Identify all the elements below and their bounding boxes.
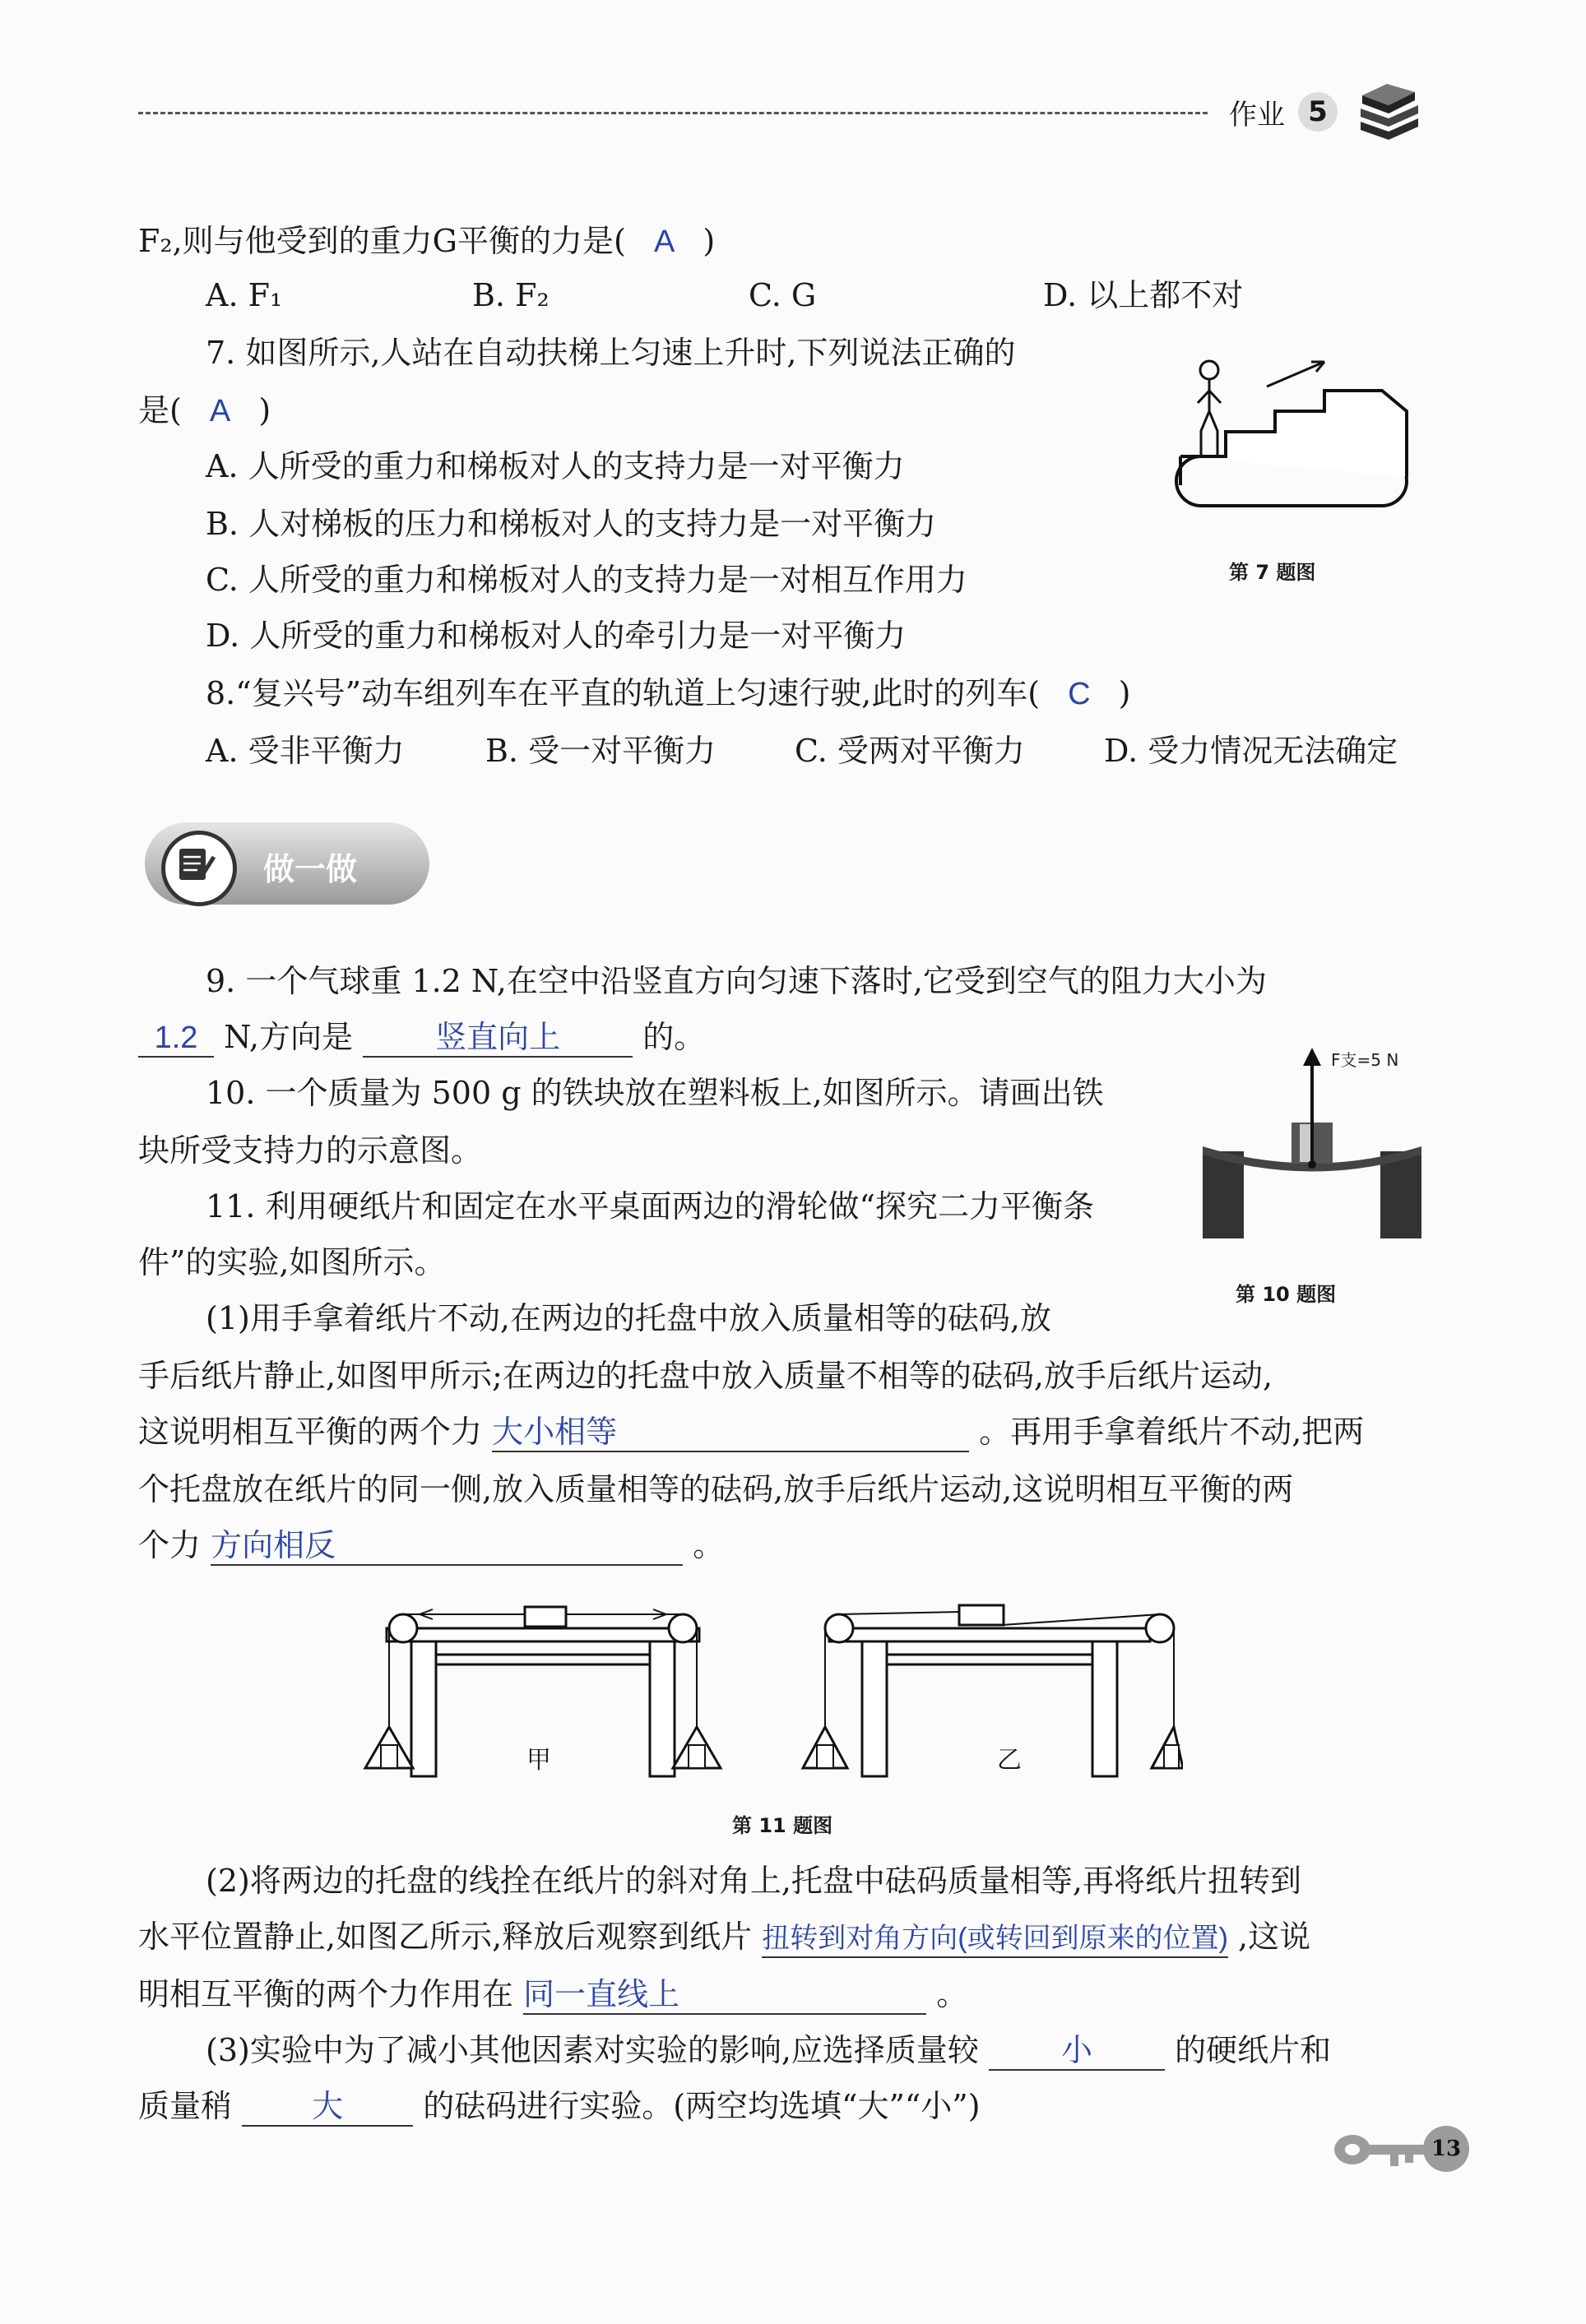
q8-option-c: C. 受两对平衡力 bbox=[795, 733, 1025, 769]
q11-p3-answer1: 小 bbox=[989, 2033, 1165, 2071]
q10-force-label: F支=5 N bbox=[1331, 1050, 1399, 1070]
q11-p1-line4: 个托盘放在纸片的同一侧,放入质量相等的砝码,放手后纸片运动,这说明相互平衡的两 bbox=[138, 1471, 1294, 1507]
q11-p1-line2: 手后纸片静止,如图甲所示;在两边的托盘中放入质量不相等的砝码,放手后纸片运动, bbox=[138, 1358, 1273, 1394]
q7-option-b: B. 人对梯板的压力和梯板对人的支持力是一对平衡力 bbox=[206, 506, 937, 542]
q8-option-b: B. 受一对平衡力 bbox=[485, 733, 716, 769]
q6-option-d: D. 以上都不对 bbox=[1043, 277, 1244, 313]
page-number: 13 bbox=[1423, 2126, 1469, 2172]
figure-10-caption: 第 10 题图 bbox=[1236, 1283, 1337, 1306]
q9-answer2: 竖直向上 bbox=[363, 1020, 633, 1058]
figure-10-iron-block bbox=[1201, 1044, 1423, 1242]
q9-answer1: 1.2 bbox=[138, 1020, 214, 1058]
q7-option-a: A. 人所受的重力和梯板对人的支持力是一对平衡力 bbox=[206, 448, 905, 484]
q11-p3-line2-post: 的砝码进行实验。(两空均选填“大”“小”) bbox=[423, 2088, 981, 2124]
q11-p1-line3-post: 。再用手拿着纸片不动,把两 bbox=[979, 1414, 1365, 1450]
q8-option-d: D. 受力情况无法确定 bbox=[1104, 733, 1398, 769]
section-title: 做一做 bbox=[263, 851, 358, 887]
figure-7-caption: 第 7 题图 bbox=[1229, 561, 1316, 584]
q11-p1-line5-pre: 个力 bbox=[138, 1527, 202, 1563]
q11-p2-answer2: 同一直线上 bbox=[523, 1977, 926, 2015]
q7-stem-line2: 是( bbox=[138, 392, 182, 428]
q7-option-c: C. 人所受的重力和梯板对人的支持力是一对相互作用力 bbox=[206, 562, 967, 598]
header-number-badge: 5 bbox=[1298, 92, 1338, 132]
figure-11-caption: 第 11 题图 bbox=[732, 1814, 833, 1837]
q11-p1-line3-pre: 这说明相互平衡的两个力 bbox=[138, 1414, 483, 1450]
q11-p1-line5-post: 。 bbox=[693, 1527, 725, 1563]
q6-option-c: C. G bbox=[749, 277, 817, 313]
q8-close: ) bbox=[1118, 675, 1131, 711]
q11-p1-answer1: 大小相等 bbox=[492, 1414, 969, 1452]
q6-option-a: A. F₁ bbox=[206, 277, 283, 313]
q11-p1-answer2: 方向相反 bbox=[211, 1528, 683, 1566]
q8-answer: C bbox=[1068, 677, 1091, 711]
header-title: 作业 bbox=[1229, 99, 1285, 132]
q11-p2-line3-post: 。 bbox=[936, 1976, 968, 2012]
q6-stem: F₂,则与他受到的重力G平衡的力是( bbox=[138, 223, 626, 259]
figure-11-label-b: 乙 bbox=[997, 1746, 1022, 1775]
q8-option-a: A. 受非平衡力 bbox=[206, 733, 405, 769]
q11-p2-line1: (2)将两边的托盘的线拴在纸片的斜对角上,托盘中砝码质量相等,再将纸片扭转到 bbox=[206, 1863, 1301, 1899]
q11-p2-answer1: 扭转到对角方向(或转回到原来的位置) bbox=[762, 1920, 1228, 1958]
figure-7-escalator bbox=[1168, 345, 1431, 526]
q9-end: 的。 bbox=[642, 1019, 706, 1055]
books-icon bbox=[1356, 79, 1421, 141]
q11-p2-line2-post: ,这说 bbox=[1238, 1919, 1311, 1955]
q7-option-d: D. 人所受的重力和梯板对人的牵引力是一对平衡力 bbox=[206, 618, 907, 654]
q9-mid: N,方向是 bbox=[224, 1019, 353, 1055]
q11-p3-line1-pre: (3)实验中为了减小其他因素对实验的影响,应选择质量较 bbox=[206, 2032, 979, 2068]
q6-answer: A bbox=[653, 225, 675, 259]
q6-option-b: B. F₂ bbox=[472, 277, 550, 313]
q7-answer: A bbox=[209, 394, 231, 428]
q7-stem-line1: 7. 如图所示,人站在自动扶梯上匀速上升时,下列说法正确的 bbox=[206, 335, 1016, 371]
q11-p3-answer2: 大 bbox=[242, 2089, 413, 2127]
q10-line2: 块所受支持力的示意图。 bbox=[138, 1132, 483, 1169]
q11-p3-line2-pre: 质量稍 bbox=[138, 2088, 233, 2124]
q11-p2-line3-pre: 明相互平衡的两个力作用在 bbox=[138, 1976, 514, 2012]
header-divider bbox=[138, 112, 1208, 114]
notepad-icon bbox=[161, 831, 237, 906]
q9-line1: 9. 一个气球重 1.2 N,在空中沿竖直方向匀速下落时,它受到空气的阻力大小为 bbox=[206, 963, 1267, 999]
q11-p2-line2-pre: 水平位置静止,如图乙所示,释放后观察到纸片 bbox=[138, 1919, 753, 1955]
figure-11-label-a: 甲 bbox=[526, 1746, 551, 1775]
q11-line2: 件”的实验,如图所示。 bbox=[138, 1244, 446, 1280]
q11-p1-line1: (1)用手拿着纸片不动,在两边的托盘中放入质量相等的砝码,放 bbox=[206, 1300, 1051, 1336]
q11-p3-line1-post: 的硬纸片和 bbox=[1175, 2032, 1332, 2068]
q11-line1: 11. 利用硬纸片和固定在水平桌面两边的滑轮做“探究二力平衡条 bbox=[206, 1188, 1094, 1224]
q8-stem: 8.“复兴号”动车组列车在平直的轨道上匀速行驶,此时的列车( bbox=[206, 675, 1041, 711]
q6-close: ) bbox=[703, 223, 716, 259]
q10-line1: 10. 一个质量为 500 g 的铁块放在塑料板上,如图所示。请画出铁 bbox=[206, 1075, 1104, 1111]
q7-close: ) bbox=[258, 392, 271, 428]
figure-11-b bbox=[796, 1587, 1183, 1785]
